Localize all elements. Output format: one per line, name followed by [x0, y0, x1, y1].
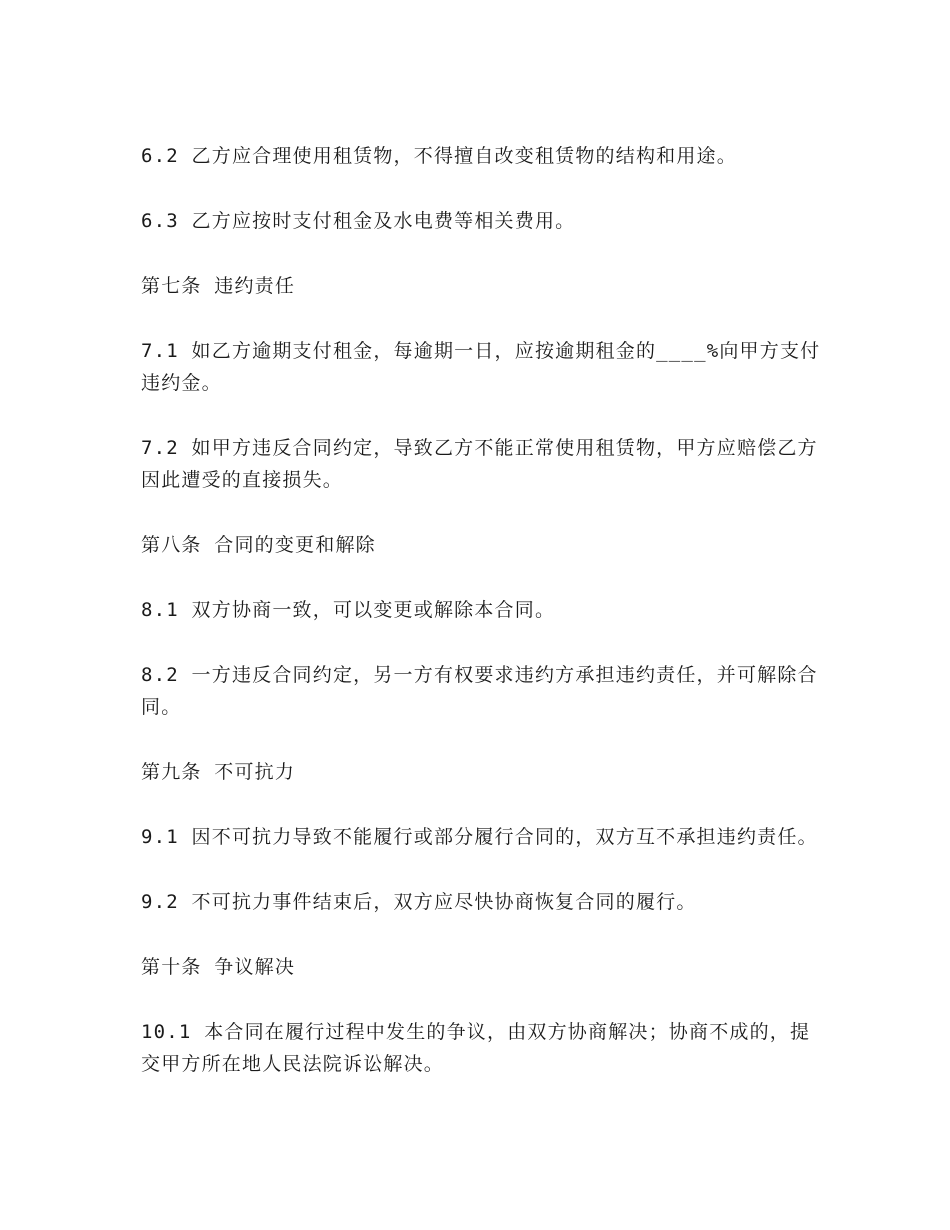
- clause-10-1: 10.1 本合同在履行过程中发生的争议，由双方协商解决；协商不成的，提交甲方所在地人民法院诉讼解决。: [141, 1021, 811, 1075]
- article-9-heading: 第九条 不可抗力: [141, 761, 296, 783]
- article-8-heading: 第八条 合同的变更和解除: [141, 534, 376, 556]
- clause-9-1: 9.1 因不可抗力导致不能履行或部分履行合同的，双方互不承担违约责任。: [141, 826, 818, 848]
- clause-6-3: 6.3 乙方应按时支付租金及水电费等相关费用。: [141, 210, 576, 232]
- clause-8-1: 8.1 双方协商一致，可以变更或解除本合同。: [141, 599, 556, 621]
- contract-body: [141, 140, 821, 1113]
- article-7-heading: 第七条 违约责任: [141, 275, 296, 297]
- clause-6-2: 6.2 乙方应合理使用租赁物，不得擅自改变租赁物的结构和用途。: [141, 145, 737, 167]
- clause-9-2: 9.2 不可抗力事件结束后，双方应尽快协商恢复合同的履行。: [141, 891, 697, 913]
- article-10-heading: 第十条 争议解决: [141, 956, 296, 978]
- clause-7-1: 7.1 如乙方逾期支付租金，每逾期一日，应按逾期租金的____%向甲方支付违约金。: [141, 340, 821, 394]
- clause-7-2: 7.2 如甲方违反合同约定，导致乙方不能正常使用租赁物，甲方应赔偿乙方因此遭受的直接损失。: [141, 437, 818, 491]
- clause-8-2: 8.2 一方违反合同约定，另一方有权要求违约方承担违约责任，并可解除合同。: [141, 664, 818, 718]
